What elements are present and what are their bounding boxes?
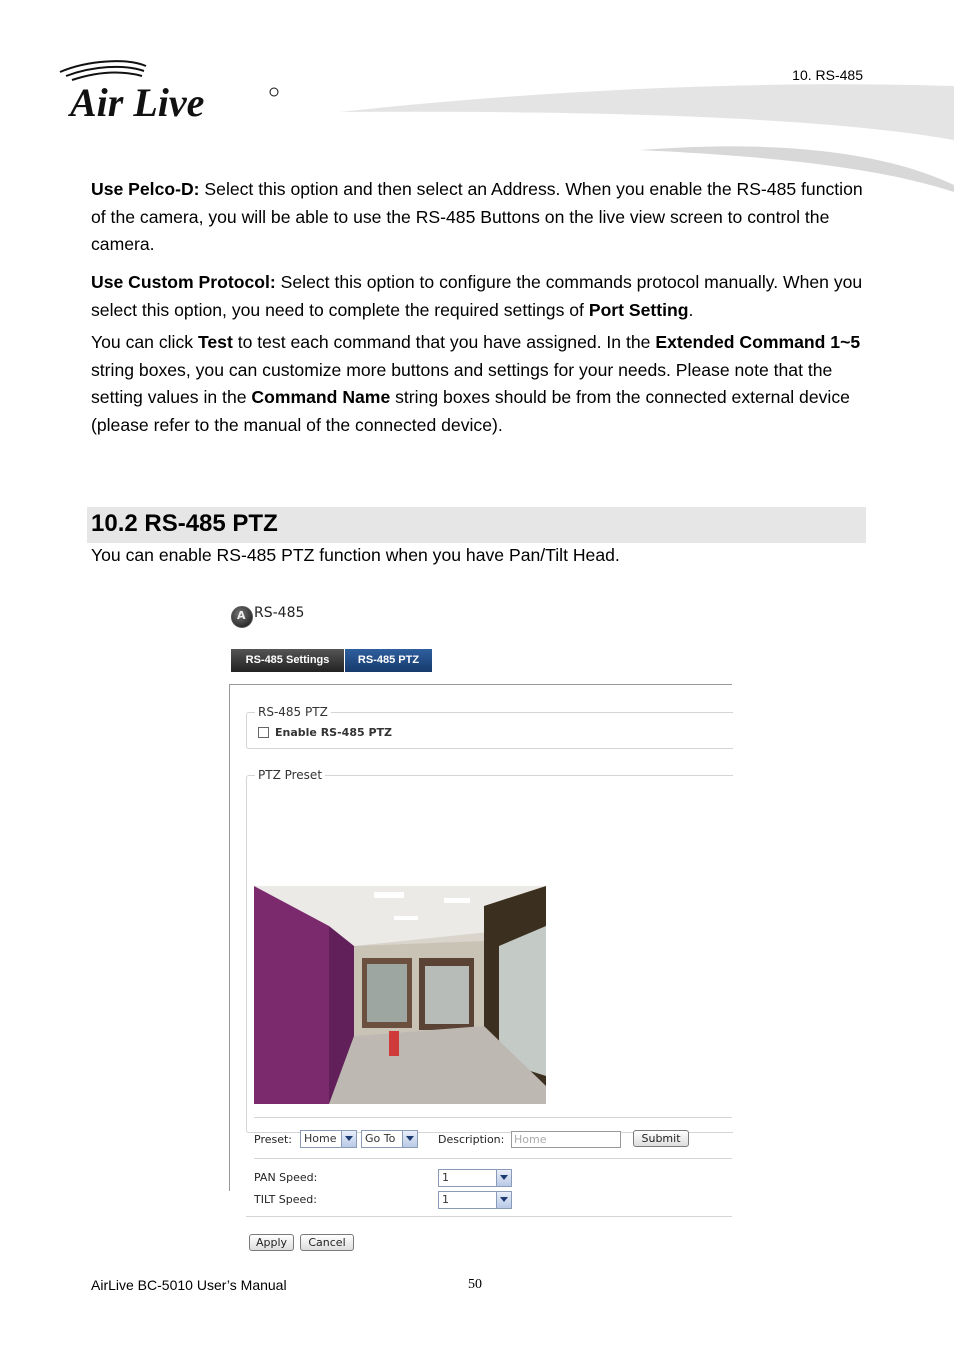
test-paragraph — [91, 329, 871, 439]
text-run: string boxes should be from the connected external device (please refer to the manual of the connected device). — [91, 387, 850, 435]
pan-speed-label: PAN Speed: — [254, 1171, 318, 1184]
rs485-ptz-legend: RS-485 PTZ — [255, 705, 331, 719]
rs485-ptz-screenshot — [228, 600, 731, 1249]
pelco-d-paragraph — [91, 176, 871, 259]
airlive-logo-icon — [58, 58, 288, 122]
custom-protocol-paragraph — [91, 269, 871, 324]
extended-command-term: Extended Command 1~5 — [655, 332, 861, 352]
chapter-label: 10. RS-485 — [792, 67, 863, 83]
description-input[interactable] — [511, 1131, 621, 1148]
chevron-down-icon — [496, 1192, 511, 1208]
apply-button[interactable]: Apply — [249, 1234, 294, 1251]
section-heading-bar — [87, 507, 866, 543]
tilt-speed-label: TILT Speed: — [254, 1193, 317, 1206]
port-setting-term: Port Setting — [588, 299, 689, 320]
period: . — [688, 299, 694, 320]
pelco-d-text: Select this option and then select an Address. When you enable the RS-485 function of the camera, you will be able to use the RS-485 Buttons on the live view screen to control the camera. — [91, 179, 863, 254]
divider — [254, 1158, 732, 1159]
tab-rs485-ptz[interactable]: RS-485 PTZ — [345, 649, 432, 672]
page-title: RS-485 — [254, 605, 305, 621]
description-label: Description: — [438, 1133, 505, 1146]
enable-ptz-checkbox[interactable] — [258, 727, 269, 738]
test-term: Test — [197, 332, 233, 352]
preset-select-value: Home — [304, 1132, 337, 1145]
preset-label: Preset: — [254, 1133, 293, 1146]
svg-text:Air Live: Air Live — [70, 80, 205, 122]
custom-protocol-text: Select this option to configure the commands protocol manually. When you select this option, you need to complete the required settings of — [91, 272, 863, 320]
pelco-d-term: Use Pelco-D: — [91, 179, 200, 199]
page-number: 50 — [468, 1277, 482, 1292]
text-run: You can click — [91, 332, 198, 352]
preset-select[interactable] — [300, 1130, 357, 1148]
airlive-logo — [58, 58, 288, 122]
enable-ptz-label: Enable RS-485 PTZ — [275, 726, 392, 739]
chevron-down-icon — [341, 1131, 356, 1147]
command-name-term: Command Name — [251, 387, 391, 407]
tilt-speed-value: 1 — [442, 1193, 449, 1206]
section-intro: You can enable RS-485 PTZ function when you have Pan/Tilt Head. — [91, 545, 620, 565]
chevron-down-icon — [496, 1170, 511, 1186]
settings-panel — [229, 684, 732, 1249]
description-placeholder: Home — [514, 1133, 547, 1146]
pan-speed-value: 1 — [442, 1171, 449, 1184]
submit-button[interactable]: Submit — [633, 1130, 689, 1147]
goto-select[interactable] — [361, 1130, 418, 1148]
divider — [254, 1117, 732, 1118]
goto-select-value: Go To — [365, 1132, 396, 1145]
cancel-button[interactable]: Cancel — [300, 1234, 354, 1251]
tilt-speed-select[interactable] — [438, 1191, 512, 1209]
chevron-down-icon — [402, 1131, 417, 1147]
section-title: 10.2 RS-485 PTZ — [91, 510, 278, 537]
text-run: to test each command that you have assigned. In the — [232, 332, 656, 352]
divider — [246, 1216, 732, 1217]
rs485-icon: A — [231, 606, 253, 628]
pan-speed-select[interactable] — [438, 1169, 512, 1187]
tab-rs485-settings[interactable]: RS-485 Settings — [231, 649, 344, 672]
ptz-preset-legend: PTZ Preset — [255, 768, 325, 782]
footer-manual-title: AirLive BC-5010 User’s Manual — [91, 1277, 287, 1293]
office-scene-image — [254, 886, 546, 1104]
custom-protocol-term: Use Custom Protocol: — [91, 272, 276, 292]
text-run: string boxes, you can customize more buttons and settings for your needs. Please note that the setting values in the — [91, 359, 833, 407]
camera-preview-image — [254, 886, 546, 1104]
